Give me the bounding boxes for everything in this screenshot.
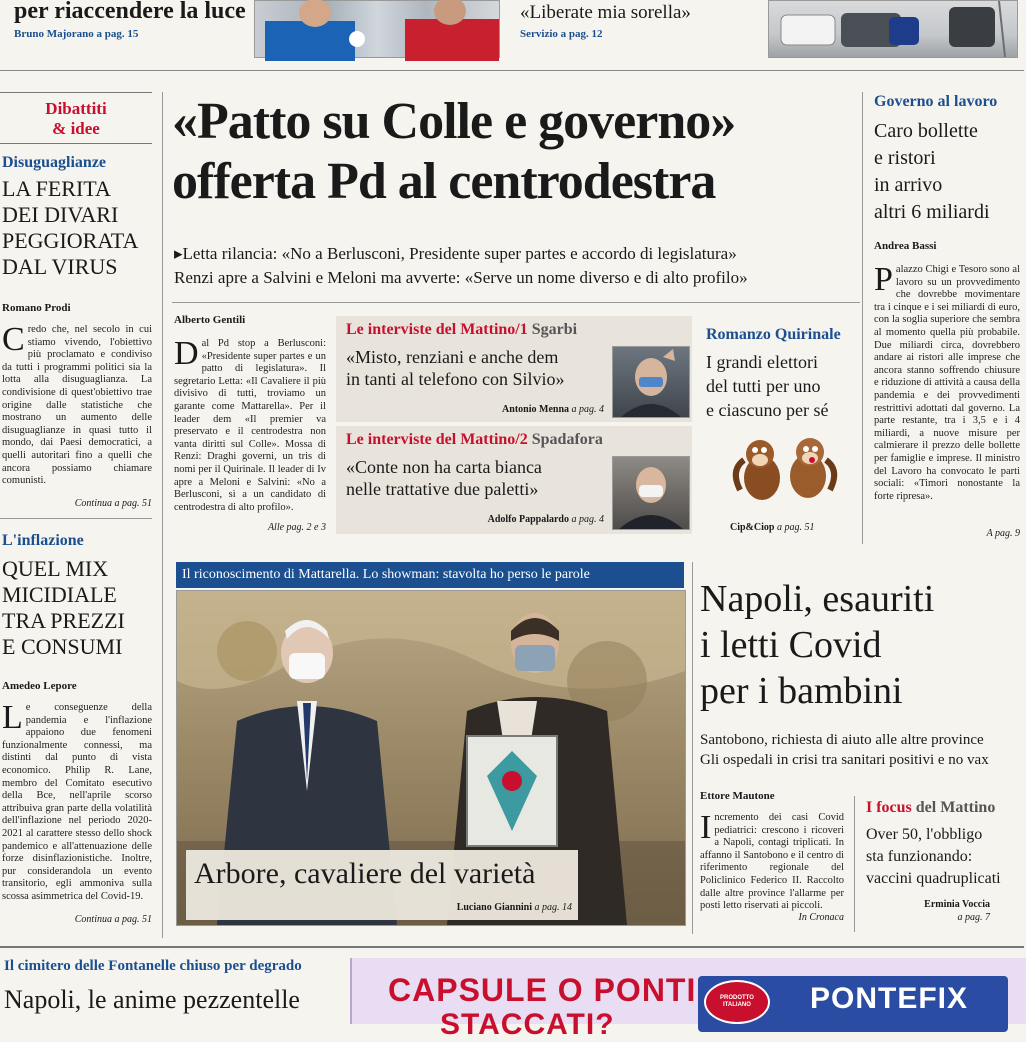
focus-title-line: sta funzionando: [866,848,973,865]
op1-title[interactable] [2,176,138,280]
romanzo-title[interactable] [706,350,828,422]
focus-author: Erminia Voccia [924,899,990,910]
romanzo-credit [730,522,814,533]
main-author: Alberto Gentili [174,314,246,326]
interview-2-author: Adolfo Pappalardo [487,514,569,525]
top-right-ref: Servizio a pag. 12 [520,28,603,40]
op1-title-line: LA FERITA [2,176,111,201]
romanzo-kicker: Romanzo Quirinale [706,326,841,343]
top-left-byline: Bruno Majorano [14,28,94,40]
bottom-kicker: Il cimitero delle Fontanelle chiuso per degrado [4,958,302,974]
ad-badge [704,980,770,1024]
main-sub-line-1: Letta rilancia: «No a Berlusconi, Presidente super partes e accordo di legislatura» [182,244,737,263]
interview-1-name: Sgarbi [531,321,578,338]
napoli-headline-line: Napoli, esauriti [700,578,935,620]
ad-badge-text: PRODOTTO ITALIANO [720,995,754,1008]
op2-title-line: TRA PREZZI [2,608,125,633]
interview-1-ref: a pag. 4 [571,404,604,415]
sgarbi-photo [612,346,690,418]
focus-ref: a pag. 7 [957,912,990,923]
right-body [874,261,1020,528]
napoli-headline-line: per i bambini [700,670,903,712]
focus-label-rest: del Mattino [915,799,996,816]
dibattiti-header [0,92,152,144]
focus-title-line: Over 50, l'obbligo [866,826,983,843]
photo-caption-box [186,850,578,920]
photo-banner-text: Il riconoscimento di Mattarella. Lo showman: stavolta ho perso le parole [182,567,590,582]
main-headline-line-1: «Patto su Colle e governo» [172,93,736,150]
right-title-line: Caro bollette [874,120,978,142]
op2-title-line: MICIDIALE [2,582,117,607]
top-left-headline[interactable]: per riaccendere la luce [14,0,246,24]
photo-author: Luciano Giannini [456,902,532,913]
interview-1-author: Antonio Menna [502,404,569,415]
sgarbi-portrait-icon [613,347,689,417]
op2-text: e conseguenze della pandemia e l'inflazione appaiono due fenomeni funzionalmente connessi, ma distinti dal punto di vista economico. Philip R. Lane, membro del Comitato esecutivo della Bce, nell'aprile scorso attribuiva gran parte della volatilità dell'inflazione nel periodo 2020-2021 al carattere stesso dello shock pandemico e all'attenuazione delle forze disinflazionistiche. Inoltre, pur considerandola un evento transitorio, egli ammoniva sulla scossa asimmetrica del Covid-19. [2,702,152,902]
op2-continue[interactable]: Continua a pag. 51 [74,914,152,925]
main-dropcap: D [174,335,199,372]
napoli-sub-line-2: Gli ospedali in crisi tra sanitari positivi e no vax [700,752,989,768]
photo-byline [306,902,572,913]
interview-1-byline [476,404,604,415]
romanzo-title-line: I grandi elettori [706,352,818,372]
romanzo-title-line: del tutti per uno [706,376,821,396]
main-headline[interactable] [172,92,862,212]
main-sub-divider [172,302,860,303]
right-column-separator [862,92,863,544]
interview-2-label [346,431,603,449]
interview-2-ref: a pag. 4 [571,514,604,525]
romanzo-title-line: e ciascuno per sé [706,400,829,420]
photo-story-separator [692,562,693,934]
main-headline-line-2: offerta Pd al centrodestra [172,153,716,210]
ad-headline-line-2: STACCATI? [440,1008,615,1041]
right-title-line: e ristori [874,147,936,169]
napoli-body [700,809,844,912]
interview-1-quote-line: «Misto, renziani e anche dem [346,347,559,367]
top-strip [0,0,1024,60]
op2-body [2,699,152,916]
right-dropcap: P [874,261,893,298]
interview-2-series: Le interviste del Mattino/2 [346,431,528,448]
right-title[interactable] [874,118,990,226]
top-cars-photo[interactable] [768,0,1018,58]
op1-title-line: PEGGIORATA [2,228,139,253]
ad-headline-line-1: CAPSULE O PONTI [388,972,697,1008]
interview-2-quote-line: nelle trattative due paletti» [346,479,539,499]
top-divider [0,70,1024,71]
focus-byline [866,898,990,924]
napoli-text: ncremento dei casi Covid pediatrici: crescono i ricoveri a Napoli, contagi triplicati. In affanno il Santobono e il centro di riferimento regionale del Policlinico Federico II. Raccolto dalle altre province l'allarme per posti letto riservati ai piccoli. [700,812,844,912]
op1-body [2,321,152,500]
op2-title-line: QUEL MIX [2,556,109,581]
top-left-page: a pag. 15 [96,28,139,40]
main-sub-line-2: Renzi apre a Salvini e Meloni ma avverte: «Serve un nome diverso e di alto profilo» [174,268,748,287]
interview-1-quote-line: in tanti al telefono con Silvio» [346,369,565,389]
main-continue[interactable]: Alle pag. 2 e 3 [267,522,326,533]
photo-caption[interactable]: Arbore, cavaliere del varietà [194,857,536,890]
photo-ref: a pag. 14 [534,902,572,913]
parked-cars-illustration [769,1,1017,57]
left-divider [0,518,152,519]
spadafora-portrait-icon [613,457,689,529]
right-author: Andrea Bassi [874,240,937,252]
main-subheadline [174,242,864,290]
interview-2-quote-line: «Conte non ha carta bianca [346,457,542,477]
interview-2-name: Spadafora [531,431,603,448]
op1-dropcap: C [2,321,25,358]
cartoon-chipmunks-icon [730,430,840,514]
napoli-continue[interactable]: In Cronaca [798,912,844,923]
op1-text: redo che, nel secolo in cui stiamo vivendo, l'obiettivo più proclamato e condiviso da tutti i programmi politici sia la lotta alla disuguaglianza. La condivisione di quest'obiettivo trae origine dalle statistiche che mostrano un aumento delle disuguaglianze in quasi tutto il mondo, dai Paesi democratici, a quelli autoritari fino a quelli che ancora possiamo chiamare comunisti. [2,324,152,487]
top-right-headline[interactable]: «Liberate mia sorella» [520,2,691,23]
pontefix-ad[interactable] [350,958,1026,1041]
op1-kicker: Disuguaglianze [2,154,107,171]
interview-1[interactable] [336,316,692,422]
photo-banner [176,562,684,588]
triangle-bullet-icon: ▸ [174,244,183,263]
napoli-subheadline [700,730,989,770]
napoli-headline[interactable] [700,576,934,714]
bottom-headline[interactable]: Napoli, le anime pezzentelle [4,985,300,1014]
spadafora-photo [612,456,690,530]
interview-1-label [346,321,577,339]
football-players-illustration [255,1,499,57]
interview-1-series: Le interviste del Mattino/1 [346,321,528,338]
op1-title-line: DAL VIRUS [2,254,118,279]
main-body [174,335,326,518]
focus-label-red: I focus [866,799,912,816]
op2-author: Amedeo Lepore [2,680,77,692]
interview-2-quote [346,456,542,500]
napoli-headline-line: i letti Covid [700,624,882,666]
bottom-divider [0,946,1024,948]
idee-title: & idee [52,119,100,138]
top-football-photo[interactable] [254,0,500,58]
chip-and-dale-illustration [730,430,840,514]
op1-author: Romano Prodi [2,302,71,314]
dibattiti-title: Dibattiti [45,99,107,118]
op2-title[interactable] [2,556,125,660]
ad-product-box [698,976,1008,1032]
focus-title[interactable] [866,824,1001,890]
right-text: alazzo Chigi e Tesoro sono al lavoro su un provvedimento che dovrebbe movimentare tra i cinque e i sei miliardi di euro, con la soglia superiore che sembra al momento quella più probabile. Due miliardi circa, dovrebbero andare ai ristori alle imprese che ancora stanno soffrendo chiusure e riduzione di attività a causa della pandemia e dei provvedimenti restrittivi adottati dal governo. La parte restante, tra i 3,5 e i 4 miliardi, a nuove misure per calmierare il prezzo delle bollette per famiglie e imprese. Il ministro del Lavoro ha convocato le parti sociali: «Timori nonostante la forte ripresa». [874,264,1020,502]
left-column-separator [162,92,163,938]
napoli-author: Ettore Mautone [700,790,775,802]
op1-continue[interactable]: Continua a pag. 51 [74,498,152,509]
right-title-line: in arrivo [874,174,943,196]
romanzo-credit-name: Cip&Ciop [730,522,775,533]
main-text: al Pd stop a Berlusconi: «Presidente super partes e un patto di legislatura». Il segretario Letta: «Il Cavaliere il più divisivo di tutti, troviamo un garante come Mattarella». Per il leader dem «Il premier va preservato e il centrodestra non vanta diritti sul Colle». Mossa di Renzi: Draghi governi, un tris di nomi per il Quirinale. Il leader di Iv apre a Meloni e Salvini: «No a Berlusconi, sì a un candidato di centrodestra di alto profilo». [174,338,326,513]
ad-brand: PONTEFIX [810,982,969,1015]
interview-2-byline [456,514,604,525]
left-column [0,92,158,938]
op1-title-line: DEI DIVARI [2,202,119,227]
napoli-dropcap: I [700,809,712,846]
focus-label [866,799,995,817]
focus-title-line: vaccini quadruplicati [866,870,1001,887]
top-left-ref [14,28,138,40]
op2-title-line: E CONSUMI [2,634,123,659]
interview-1-quote [346,346,564,390]
op2-kicker: L'inflazione [2,532,84,549]
focus-box-separator [854,796,855,932]
right-continue[interactable]: A pag. 9 [986,528,1020,539]
right-title-line: altri 6 miliardi [874,201,990,223]
romanzo-credit-ref: a pag. 51 [776,522,815,533]
interview-2[interactable] [336,426,692,534]
op2-dropcap: L [2,699,23,736]
napoli-sub-line-1: Santobono, richiesta di aiuto alle altre province [700,732,984,748]
right-kicker: Governo al lavoro [874,93,998,110]
